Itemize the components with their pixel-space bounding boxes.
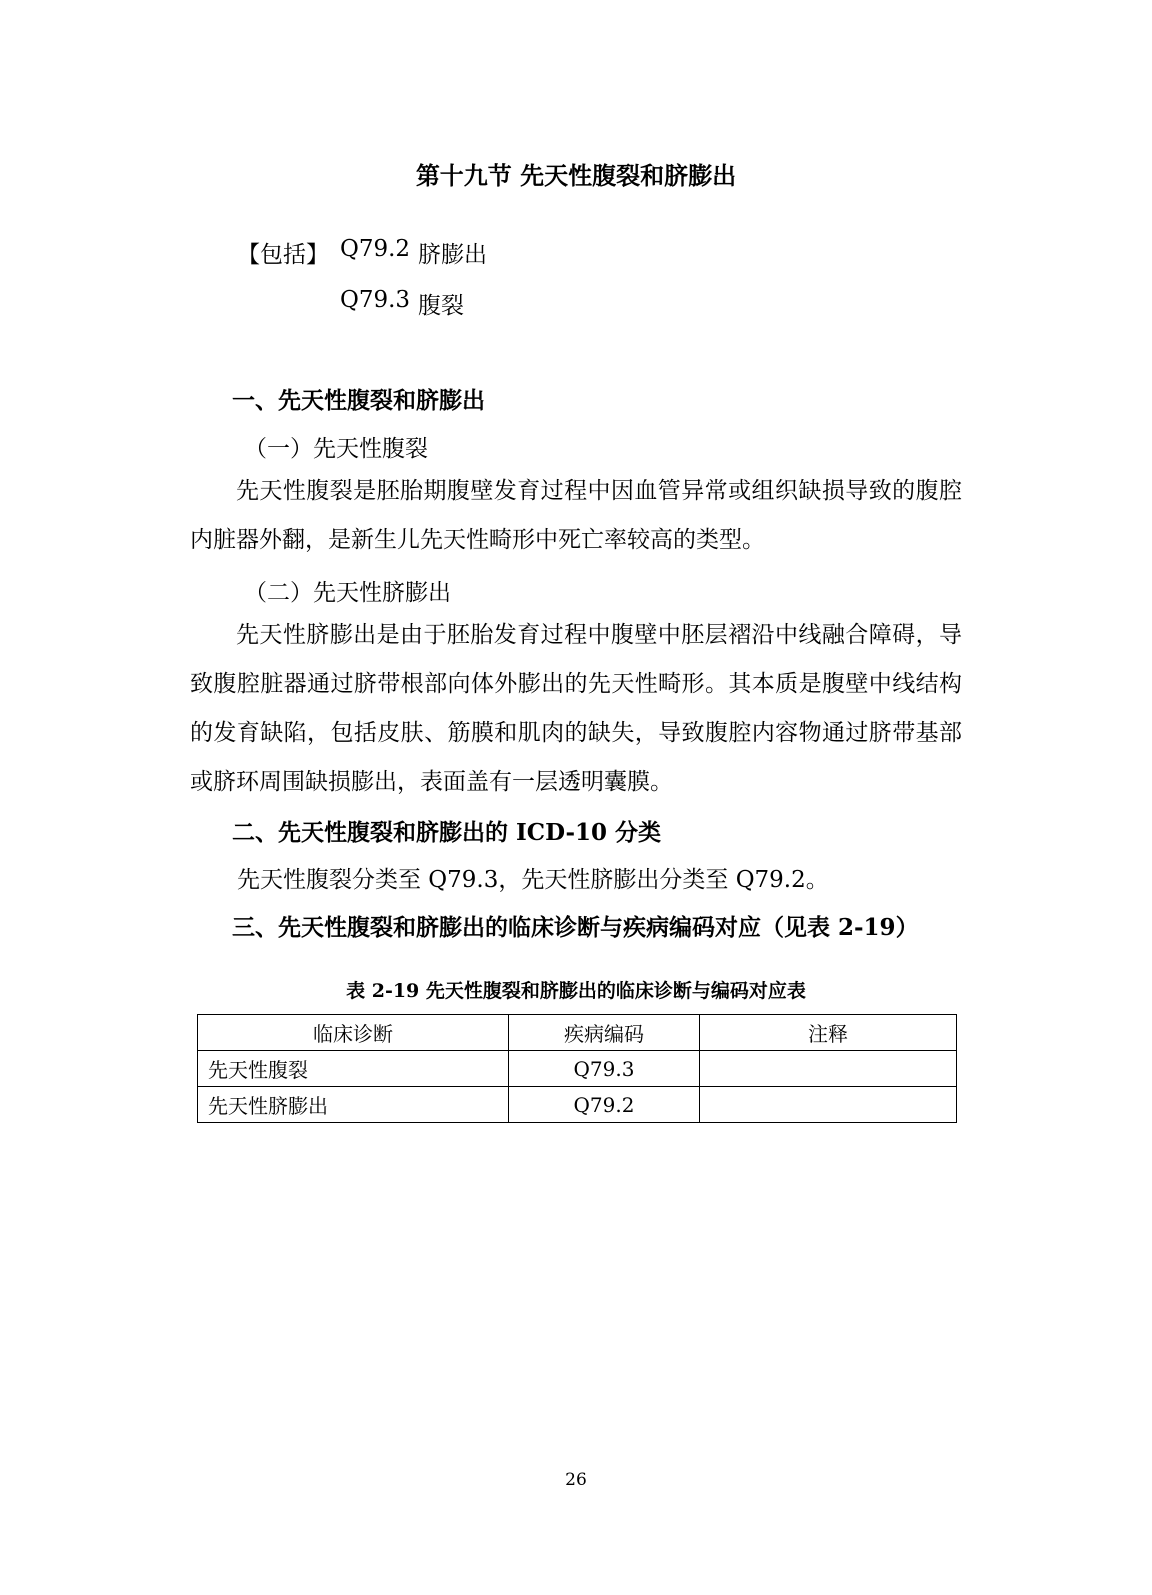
include-name: 脐膨出 — [418, 242, 487, 268]
part1-heading: 一、先天性腹裂和脐膨出 — [232, 387, 485, 414]
table-row — [198, 1087, 957, 1123]
diagnosis-code-table — [197, 1014, 957, 1123]
section-title: 第十九节 先天性腹裂和脐膨出 — [415, 161, 737, 190]
table-cell: Q79.3 — [509, 1051, 700, 1087]
table-header-cell: 疾病编码 — [509, 1015, 700, 1051]
table-cell: Q79.2 — [509, 1087, 700, 1123]
table-header-cell: 注释 — [700, 1015, 957, 1051]
table-caption: 表 2-19 先天性腹裂和脐膨出的临床诊断与编码对应表 — [346, 980, 806, 1002]
table-cell — [700, 1087, 957, 1123]
include-label: 【包括】 — [237, 242, 329, 268]
page-number: 26 — [565, 1470, 587, 1490]
part3-heading: 三、先天性腹裂和脐膨出的临床诊断与疾病编码对应（见表 2-19） — [232, 914, 919, 941]
part2-heading: 二、先天性腹裂和脐膨出的 ICD-10 分类 — [232, 819, 662, 846]
part1-sub1-heading: （一）先天性腹裂 — [244, 436, 428, 462]
table-cell: 先天性脐膨出 — [198, 1087, 509, 1123]
include-name: 腹裂 — [418, 293, 464, 319]
table-header-row — [198, 1015, 957, 1051]
table-cell — [700, 1051, 957, 1087]
part2-paragraph: 先天性腹裂分类至 Q79.3，先天性脐膨出分类至 Q79.2。 — [237, 867, 829, 893]
table-header-cell: 临床诊断 — [198, 1015, 509, 1051]
part1-sub2-paragraph: 先天性脐膨出是由于胚胎发育过程中腹壁中胚层褶沿中线融合障碍，导致腹腔脏器通过脐带根部向体外膨出的先天性畸形。其本质是腹壁中线结构的发育缺陷，包括皮肤、筋膜和肌肉的缺失，导致腹腔内容物通过脐带基部或脐环周围缺损膨出，表面盖有一层透明囊膜。 — [190, 622, 962, 795]
part1-sub1-paragraph: 先天性腹裂是胚胎期腹壁发育过程中因血管异常或组织缺损导致的腹腔内脏器外翻，是新生儿先天性畸形中死亡率较高的类型。 — [190, 478, 962, 553]
include-code: Q79.2 — [340, 236, 411, 262]
part1-sub2-heading: （二）先天性脐膨出 — [244, 580, 451, 606]
include-code: Q79.3 — [340, 287, 411, 313]
table-cell: 先天性腹裂 — [198, 1051, 509, 1087]
table-row — [198, 1051, 957, 1087]
